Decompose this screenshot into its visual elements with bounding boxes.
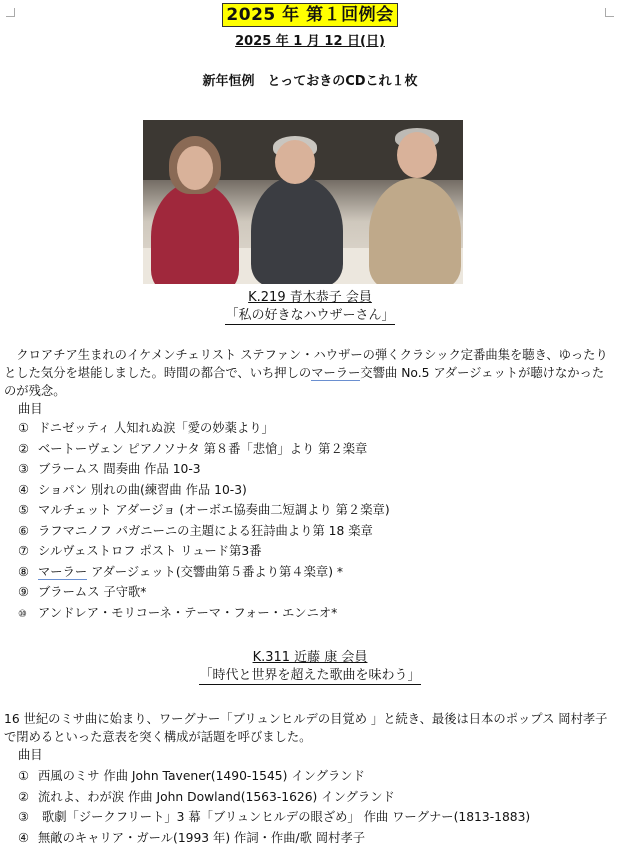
intro-aoki-part1: クロアチア生まれのイケメンチェリスト ステファン・ハウザーの弾くクラシック定番曲集を聴き、ゆったりとした気分を堪能しました。時間の都合で、いち押しの — [4, 348, 608, 380]
mahler-item-link[interactable]: マーラー — [38, 564, 88, 579]
page-title-wrap — [0, 3, 620, 27]
talk-title-aoki — [0, 304, 620, 323]
photo-person-right-body — [369, 178, 461, 284]
list-item: ⑧ マーラー アダージェット(交響曲第５番より第４楽章) * — [18, 564, 344, 579]
program-label-kondo: 曲目 — [18, 748, 43, 762]
list-item: ① 西風のミサ 作曲 John Tavener(1490-1545) イングランド — [18, 769, 365, 783]
group-photo — [143, 120, 463, 284]
meeting-date: 2025 年 1 月 12 日(日) — [235, 34, 385, 49]
mahler-link[interactable]: マーラー — [311, 366, 361, 380]
meeting-theme: 新年恒例 とっておきのCDこれ１枚 — [202, 74, 418, 89]
photo-person-left-head — [177, 146, 213, 190]
list-item: ④ ショパン 別れの曲(練習曲 作品 10-3) — [18, 482, 247, 497]
list-item: ④ 無敵のキャリア・ガール(1993 年) 作詞・作曲/歌 岡村孝子 — [18, 830, 366, 845]
talk-title-aoki-text: 「私の好きなハウザーさん」 — [225, 308, 395, 323]
list-item: ① ドニゼッティ 人知れぬ涙「愛の妙薬より」 — [18, 421, 274, 435]
photo-person-left-body — [151, 182, 239, 284]
page-title: 2025 年 第１回例会 — [222, 3, 397, 27]
list-item: ② 流れよ、わが涙 作曲 John Dowland(1563-1626) イングランド — [18, 789, 395, 804]
list-item: ⑤ マルチェット アダージョ (オーボエ協奏曲二短調より 第２楽章) — [18, 503, 390, 517]
list-item: ⑩ アンドレア・モリコーネ・テーマ・フォー・エンニオ* — [18, 605, 338, 620]
intro-aoki-part2: 交響曲 No.5 アダージェットが聴けなかったのが残念。 — [4, 366, 605, 398]
member-code-kondo: K.311 近藤 康 会員 — [252, 650, 368, 665]
list-item: ⑦ シルヴェストロフ ポスト リュード第3番 — [18, 544, 262, 558]
intro-paragraph-kondo: 16 世紀のミサ曲に始まり、ワーグナー「ブリュンヒルデの目覚め 」と続き、最後は日本のポップス 岡村孝子で閉めるといった意表を突く構成が話題を呼びました。 — [4, 712, 608, 744]
photo-person-center-head — [275, 140, 315, 184]
talk-title-kondo-text: 「時代と世界を超えた歌曲を味わう」 — [199, 668, 421, 683]
list-item: ② ベートーヴェン ピアノソナタ 第８番「悲愴」より 第２楽章 — [18, 441, 368, 456]
program-label-aoki: 曲目 — [18, 402, 43, 416]
member-code-aoki: K.219 青木恭子 会員 — [248, 290, 372, 305]
talk-title-kondo — [0, 664, 620, 683]
list-item: ③ 歌劇「ジークフリート」3 幕「ブリュンヒルデの眼ざめ」 作曲 ワーグナー(1813-1883) — [18, 810, 531, 824]
photo-person-center-body — [251, 176, 343, 284]
program-list-aoki — [18, 418, 390, 623]
intro-paragraph-aoki — [4, 346, 610, 400]
list-item: ⑥ ラフマニノフ パガニーニの主題による狂詩曲より第 18 楽章 — [18, 523, 373, 538]
program-list-kondo — [18, 766, 530, 848]
list-item: ③ ブラームス 間奏曲 作品 10-3 — [18, 462, 201, 476]
list-item: ⑨ ブラームス 子守歌* — [18, 585, 147, 599]
photo-person-right-head — [397, 132, 437, 178]
